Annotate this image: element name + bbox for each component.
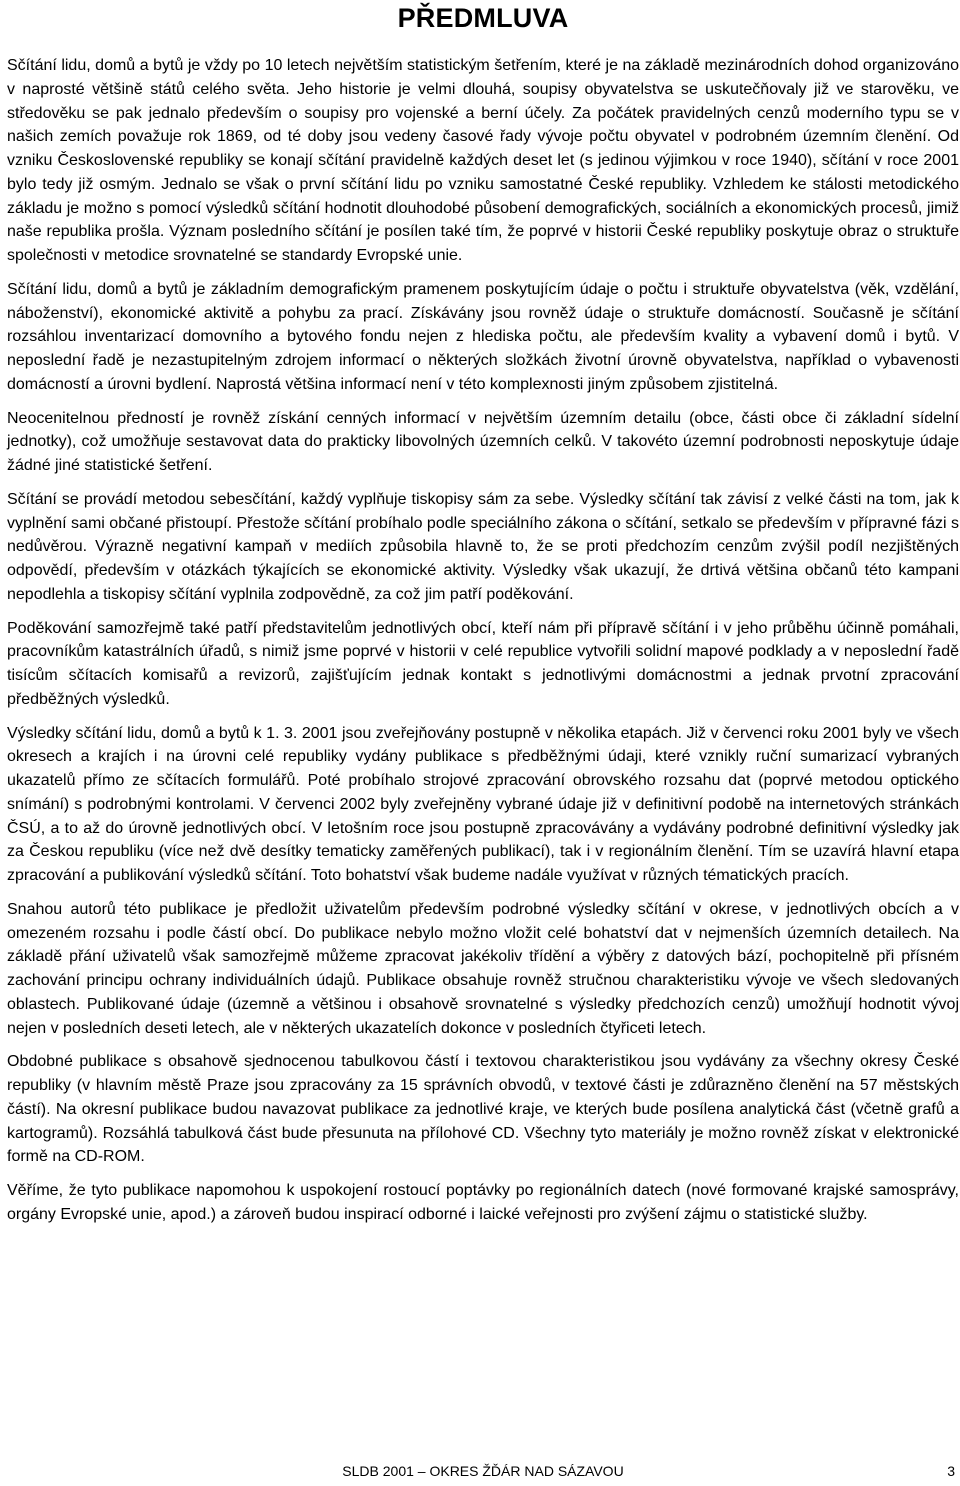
document-page bbox=[7, 0, 959, 1237]
footer-publication: SLDB 2001 – OKRES ŽĎÁR NAD SÁZAVOU bbox=[342, 1463, 624, 1479]
paragraph-2: Sčítání lidu, domů a bytů je základním demografickým pramenem poskytujícím údaje o počtu i struktuře obyvatelstva (věk, vzdělání, náboženství), ekonomické aktivitě a pohybu za prací. Získávány jsou rovněž údaje o struktuře domácností. Současně je sčítání rozsáhlou inventarizací domovního a bytového fondu nejen z hlediska počtu, ale především kvality a vybavení domů i bytů. V neposlední řadě je nezastupitelným zdrojem informací o některých složkách životní úrovně obyvatelstva, například o vybavenosti domácností a úrovni bydlení. Naprostá většina informací není v této komplexnosti jiným způsobem zjistitelná. bbox=[7, 280, 959, 393]
paragraph-8: Obdobné publikace s obsahově sjednocenou tabulkovou částí i textovou charakteristikou jsou vydávány za všechny okresy České republiky (v hlavním městě Praze jsou zpracovány za 15 správních obvodů, v textové části je zdůrazněno členění na 57 městských částí). Na okresní publikace budou navazovat publikace za jednotlivé kraje, ve kterých bude posílena analytická část (včetně grafů a kartogramů). Rozsáhlá tabulková část bude přesunuta na přílohové CD. Všechny tyto materiály je možno rovněž získat v elektronické formě na CD-ROM. bbox=[7, 1053, 959, 1166]
paragraph-1: Sčítání lidu, domů a bytů je vždy po 10 letech největším statistickým šetřením, které je na základě mezinárodních dohod organizováno v naprosté většině států celého světa. Jeho historie je velmi dlouhá, soupisy obyvatelstva se uskutečňovaly již ve starověku, ve středověku se pak jednalo především o soupisy pro vojenské a berní účely. Za počátek pravidelných cenzů moderního typu se v našich zemích považuje rok 1869, od té doby jsou vedeny časové řady vývoje počtu obyvatel v podrobném územním členění. Od vzniku Československé republiky se konají sčítání pravidelně každých deset let (s jedinou výjimkou v roce 1940), sčítání v roce 2001 bylo tedy již osmým. Jednalo se však o první sčítání lidu po vzniku samostatné České republiky. Vzhledem ke stálosti metodického základu je možno s pomocí výsledků sčítání hodnotit dlouhodobé působení demografických, sociálních a ekonomických procesů, jimiž naše republika prošla. Význam posledního sčítání je posílen také tím, že poprvé v historii České republiky poskytuje obraz o struktuře společnosti v metodice srovnatelné se standardy Evropské unie. bbox=[7, 57, 959, 264]
paragraph-3: Neocenitelnou předností je rovněž získání cenných informací v největším územním detailu (obce, části obce či základní sídelní jednotky), což umožňuje sestavovat data do prakticky libovolných územních celků. V takovéto územní podrobnosti neposkytuje údaje žádné jiné statistické šetření. bbox=[7, 409, 959, 474]
paragraph-4: Sčítání se provádí metodou sebesčítání, každý vyplňuje tiskopisy sám za sebe. Výsledky sčítání tak závisí z velké části na tom, jak k vyplnění sami občané přistoupí. Přestože sčítání probíhalo podle speciálního zákona o sčítání, setkalo se především v přípravné fázi s nedůvěrou. Výrazně negativní kampaň v mediích způsobila hlavně to, že se proti předchozím cenzům zvýšil podíl nezjištěných odpovědí, především v otázkách týkajících se ekonomické aktivity. Výsledky však ukazují, že drtivá většina občanů této kampani nepodlehla a tiskopisy sčítání vyplnila zodpovědně, za což jim patří poděkování. bbox=[7, 490, 959, 603]
paragraph-7: Snahou autorů této publikace je předložit uživatelům především podrobné výsledky sčítání v okrese, v jednotlivých obcích a v omezeném rozsahu i podle částí obcí. Do publikace nebylo možno vložit celé bohatství dat v nejmenších územních detailech. Na základě přání uživatelů však samozřejmě můžeme zpracovat jakékoliv třídění a výběry z datových bází, pochopitelně při přísném zachování principu ochrany individuálních údajů. Publikace obsahuje rovněž stručnou charakteristiku vývoje ve všech sledovaných oblastech. Publikované údaje (územně a většinou i obsahově srovnatelné s výsledky předchozích cenzů) umožňují hodnotit vývoj nejen v posledních deseti letech, ale v některých ukazatelích dokonce v posledních čtyřiceti letech. bbox=[7, 900, 959, 1037]
page-number: 3 bbox=[947, 1463, 955, 1479]
paragraph-5: Poděkování samozřejmě také patří představitelům jednotlivých obcí, kteří nám při přípravě sčítání i v jeho průběhu účinně pomáhali, pracovníkům katastrálních úřadů, s nimiž jsme poprvé v historii v celé republice vytvořili solidní mapové podklady a v neposlední řadě tisícům sčítacích komisařů a revizorů, zajišťujícím jednak kontakt s jednotlivými domácnostmi a jednak prvotní zpracování předběžných výsledků. bbox=[7, 619, 959, 708]
page-title: PŘEDMLUVA bbox=[397, 3, 569, 33]
paragraph-9: Věříme, že tyto publikace napomohou k uspokojení rostoucí poptávky po regionálních datech (nové formované krajské samosprávy, orgány Evropské unie, apod.) a zároveň budou inspirací odborné i laické veřejnosti pro zvýšení zájmu o statistické služby. bbox=[7, 1182, 959, 1223]
paragraph-6: Výsledky sčítání lidu, domů a bytů k 1. 3. 2001 jsou zveřejňovány postupně v několika etapách. Již v červenci roku 2001 byly ve všech okresech a krajích i na úrovni celé republiky vydány publikace s předběžnými údaji, které vznikly ruční sumarizací vybraných ukazatelů přímo ze sčítacích formulářů. Poté probíhalo strojové zpracování obrovského rozsahu dat (poprvé metodou optického snímání) s podrobnými kontrolami. V červenci 2002 byly zveřejněny vybrané údaje již v definitivní podobě na internetových stránkách ČSÚ, a to až do úrovně jednotlivých obcí. V letošním roce jsou postupně zpracovávány a vydávány podrobné definitivní výsledky jak za Českou republiku (více než dvě desítky tematicky zaměřených publikací), tak i v regionálním členění. Tím se uzavírá hlavní etapa zpracování a publikování výsledků sčítání. Toto bohatství však budeme nadále využívat v různých tématických pracích. bbox=[7, 724, 959, 884]
